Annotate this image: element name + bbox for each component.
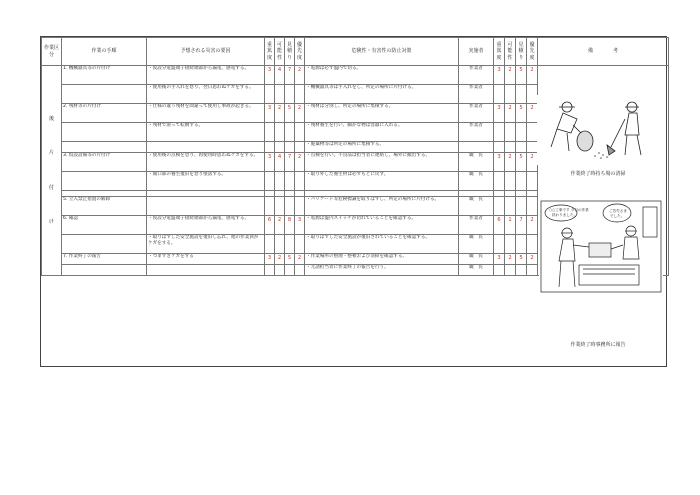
likelihood-cell xyxy=(275,85,285,104)
estimate-after-cell xyxy=(516,172,527,191)
estimate-after-cell xyxy=(516,85,527,104)
likelihood-after-cell xyxy=(505,142,516,153)
estimate-cell xyxy=(285,172,295,191)
category-char: 後 xyxy=(48,115,55,122)
severity-cell xyxy=(265,235,275,254)
hazard-cell: ・残材で滑って転倒する。 xyxy=(147,123,265,142)
priority-cell xyxy=(295,123,305,142)
likelihood-cell xyxy=(275,235,285,254)
procedure-cell xyxy=(62,123,147,142)
priority-cell xyxy=(295,85,305,104)
priority-cell xyxy=(295,172,305,191)
estimate-after-cell xyxy=(516,123,527,142)
procedure-cell: 3. 仮設設備等の片付け xyxy=(62,153,147,172)
likelihood-cell: 2 xyxy=(275,216,285,235)
hazard-cell: ・開口部の養生復旧を怠り墜落する。 xyxy=(147,172,265,191)
header-likelihood: 可能性 xyxy=(275,38,285,66)
person-cell xyxy=(459,142,494,153)
likelihood-after-cell xyxy=(505,85,516,104)
cleanup-drawing xyxy=(537,95,665,165)
priority-cell xyxy=(295,142,305,153)
measure-cell: ・作業場所の整理・整頓および清掃を確認する。 xyxy=(305,254,459,265)
person-cell: 作業者 xyxy=(459,104,494,123)
likelihood-after-cell: 2 xyxy=(505,104,516,123)
risk-assessment-sheet xyxy=(40,36,667,367)
table-row xyxy=(42,66,669,85)
estimate-cell xyxy=(285,85,295,104)
likelihood-cell xyxy=(275,142,285,153)
severity-after-cell xyxy=(494,235,505,254)
severity-cell xyxy=(265,85,275,104)
person-cell: 職 長 xyxy=(459,153,494,172)
measure-cell: ・電源は盤内スイッチが切れていることを確認する。 xyxy=(305,216,459,235)
bubble-worker-line2: 終わりました。 xyxy=(552,213,578,217)
severity-cell xyxy=(265,265,275,276)
estimate-after-cell: 5 xyxy=(516,66,527,85)
header-estimate-after: 見積り xyxy=(516,38,527,66)
procedure-cell xyxy=(62,142,147,153)
header-remarks: 備 考 xyxy=(538,38,669,66)
likelihood-after-cell xyxy=(505,235,516,254)
estimate-after-cell xyxy=(516,235,527,254)
severity-cell: 3 xyxy=(265,254,275,265)
priority-after-cell xyxy=(527,142,538,153)
procedure-cell xyxy=(62,235,147,254)
priority-after-cell xyxy=(527,197,538,216)
priority-cell xyxy=(295,197,305,216)
report-drawing xyxy=(539,199,663,294)
person-cell: 作業者 xyxy=(459,66,494,85)
priority-after-cell: 2 xyxy=(527,153,538,172)
priority-after-cell xyxy=(527,123,538,142)
person-cell: 作業者 xyxy=(459,123,494,142)
procedure-cell: 1. 機械器具等の片付け xyxy=(62,66,147,85)
header-measures: 危険性・有害性の防止対策 xyxy=(305,38,459,66)
estimate-after-cell xyxy=(516,265,527,276)
severity-after-cell: 3 xyxy=(494,254,505,265)
likelihood-cell: 4 xyxy=(275,66,285,85)
measure-cell: ・残材は分別し、所定の場所に集積する。 xyxy=(305,104,459,123)
header-priority-after: 優先度 xyxy=(527,38,538,66)
category-cell xyxy=(42,66,62,276)
measure-cell: ・取りはずした安全施設が復旧されていることを確認する。 xyxy=(305,235,459,254)
header-person: 実施者 xyxy=(459,38,494,66)
priority-cell xyxy=(295,265,305,276)
likelihood-cell xyxy=(275,123,285,142)
person-cell: 職 長 xyxy=(459,265,494,276)
severity-after-cell: 3 xyxy=(494,153,505,172)
header-severity: 重篤度 xyxy=(265,38,275,66)
measure-cell: ・バリケード等危険標識を取りはずし、所定の場所に片付ける。 xyxy=(305,197,459,216)
caption-report: 作業終了時事務所に報告 xyxy=(570,342,626,348)
likelihood-after-cell: 2 xyxy=(505,66,516,85)
estimate-after-cell xyxy=(516,197,527,216)
estimate-cell xyxy=(285,197,295,216)
severity-after-cell: 3 xyxy=(494,66,505,85)
header-hazard: 予想される災害の要因 xyxy=(147,38,265,66)
bubble-staff-line1: ご苦労さま xyxy=(609,209,627,213)
category-char: け xyxy=(48,218,55,225)
likelihood-after-cell: 2 xyxy=(505,254,516,265)
cleanup-illustration xyxy=(537,95,665,165)
likelihood-after-cell: 1 xyxy=(505,216,516,235)
estimate-after-cell: 7 xyxy=(516,216,527,235)
person-cell: 職 長 xyxy=(459,197,494,216)
priority-after-cell xyxy=(527,265,538,276)
measure-cell: ・残材養生を行い、細かな物は容器に入れる。 xyxy=(305,123,459,142)
severity-after-cell xyxy=(494,172,505,191)
hazard-cell: ・つまずきケガをする xyxy=(147,254,265,265)
estimate-after-cell xyxy=(516,142,527,153)
severity-cell xyxy=(265,142,275,153)
severity-cell xyxy=(265,197,275,216)
procedure-cell xyxy=(62,85,147,104)
priority-after-cell: 2 xyxy=(527,104,538,123)
severity-cell: 3 xyxy=(265,153,275,172)
estimate-cell: 7 xyxy=(285,66,295,85)
procedure-cell: 5. 立入禁止措置の解除 xyxy=(62,197,147,216)
hazard-cell: ・仮設分電盤端子接続端部から漏電、感電する。 xyxy=(147,66,265,85)
measure-cell: ・取り外した養生材は必ずもとに戻す。 xyxy=(305,172,459,191)
severity-cell xyxy=(265,123,275,142)
priority-cell: 2 xyxy=(295,104,305,123)
likelihood-cell: 4 xyxy=(275,153,285,172)
estimate-cell: 7 xyxy=(285,153,295,172)
procedure-cell: 7. 作業終了の報告 xyxy=(62,254,147,265)
likelihood-cell: 2 xyxy=(275,104,285,123)
header-priority: 優先度 xyxy=(295,38,305,66)
priority-cell: 2 xyxy=(295,254,305,265)
likelihood-after-cell xyxy=(505,197,516,216)
person-cell: 職 長 xyxy=(459,172,494,191)
priority-after-cell xyxy=(527,235,538,254)
priority-cell xyxy=(295,235,305,254)
likelihood-cell xyxy=(275,197,285,216)
estimate-cell: 5 xyxy=(285,104,295,123)
person-cell: 職 長 xyxy=(459,235,494,254)
caption-cleanup: 作業終了時持ち場の清掃 xyxy=(570,171,626,177)
hazard-cell xyxy=(147,142,265,153)
priority-cell: 2 xyxy=(295,66,305,85)
category-char: 付 xyxy=(48,184,55,191)
category-char: 片 xyxy=(48,150,55,157)
person-cell: 作業者 xyxy=(459,216,494,235)
hazard-cell: ・仕様の違う残材を間違って使用し事故が起きる。 xyxy=(147,104,265,123)
priority-after-cell: 2 xyxy=(527,216,538,235)
severity-cell: 6 xyxy=(265,216,275,235)
likelihood-after-cell xyxy=(505,172,516,191)
person-cell: 職 長 xyxy=(459,254,494,265)
hazard-cell xyxy=(147,265,265,276)
header-severity-after: 重篤度 xyxy=(494,38,505,66)
header-row xyxy=(42,38,669,66)
procedure-cell xyxy=(62,172,147,191)
header-category: 作業区分 xyxy=(42,38,62,66)
estimate-cell xyxy=(285,142,295,153)
bubble-staff-line2: でした。 xyxy=(610,214,625,218)
measure-cell: ・電源は必ず盤内で切る。 xyxy=(305,66,459,85)
measure-cell: ・点検を行い、不良品は担当者に連絡し、場外に搬出する。 xyxy=(305,153,459,172)
measure-cell: ・機械器具等は手入れをし、所定の場所に片付ける。 xyxy=(305,85,459,104)
severity-after-cell xyxy=(494,265,505,276)
severity-cell: 3 xyxy=(265,66,275,85)
estimate-cell: 5 xyxy=(285,254,295,265)
severity-after-cell: 6 xyxy=(494,216,505,235)
severity-cell xyxy=(265,172,275,191)
header-procedure: 作業の手順 xyxy=(62,38,147,66)
header-likelihood-after: 可能性 xyxy=(505,38,516,66)
estimate-after-cell: 5 xyxy=(516,153,527,172)
likelihood-after-cell: 2 xyxy=(505,153,516,172)
severity-cell: 3 xyxy=(265,104,275,123)
estimate-after-cell: 5 xyxy=(516,254,527,265)
hazard-cell: ・使用後の点検を怠り、再使用時思わぬケガをする。 xyxy=(147,153,265,172)
severity-after-cell xyxy=(494,85,505,104)
report-illustration xyxy=(539,199,663,294)
person-cell: 作業者 xyxy=(459,85,494,104)
likelihood-cell xyxy=(275,172,285,191)
likelihood-after-cell xyxy=(505,123,516,142)
hazard-cell: ・仮設分電盤端子接続端部から漏電、感電する。 xyxy=(147,216,265,235)
estimate-after-cell: 5 xyxy=(516,104,527,123)
measure-cell: ・元請担当者に作業終了の報告を行う。 xyxy=(305,265,459,276)
severity-after-cell: 3 xyxy=(494,104,505,123)
header-estimate: 見積り xyxy=(285,38,295,66)
hazard-cell xyxy=(147,197,265,216)
likelihood-cell xyxy=(275,265,285,276)
procedure-cell: 6. 確認 xyxy=(62,216,147,235)
priority-after-cell: 2 xyxy=(527,254,538,265)
hazard-cell: ・使用後の手入れを怠り、翌日思わぬケガをする。 xyxy=(147,85,265,104)
likelihood-after-cell xyxy=(505,265,516,276)
priority-after-cell xyxy=(527,85,538,104)
procedure-cell xyxy=(62,265,147,276)
severity-after-cell xyxy=(494,123,505,142)
severity-after-cell xyxy=(494,142,505,153)
estimate-cell xyxy=(285,123,295,142)
estimate-cell: 8 xyxy=(285,216,295,235)
priority-cell: 2 xyxy=(295,153,305,172)
severity-after-cell xyxy=(494,197,505,216)
bubble-worker-line1: ○○工事です 今日の作業 xyxy=(549,208,589,212)
procedure-cell: 2. 残材等の片付け xyxy=(62,104,147,123)
priority-cell: 3 xyxy=(295,216,305,235)
measure-cell: ・廃棄物等は所定の場所に集積する。 xyxy=(305,142,459,153)
estimate-cell xyxy=(285,235,295,254)
hazard-cell: ・取りはずした安全施設を復旧し忘れ、他の作業員がケガをする。 xyxy=(147,235,265,254)
likelihood-cell: 2 xyxy=(275,254,285,265)
priority-after-cell: 2 xyxy=(527,66,538,85)
estimate-cell xyxy=(285,265,295,276)
